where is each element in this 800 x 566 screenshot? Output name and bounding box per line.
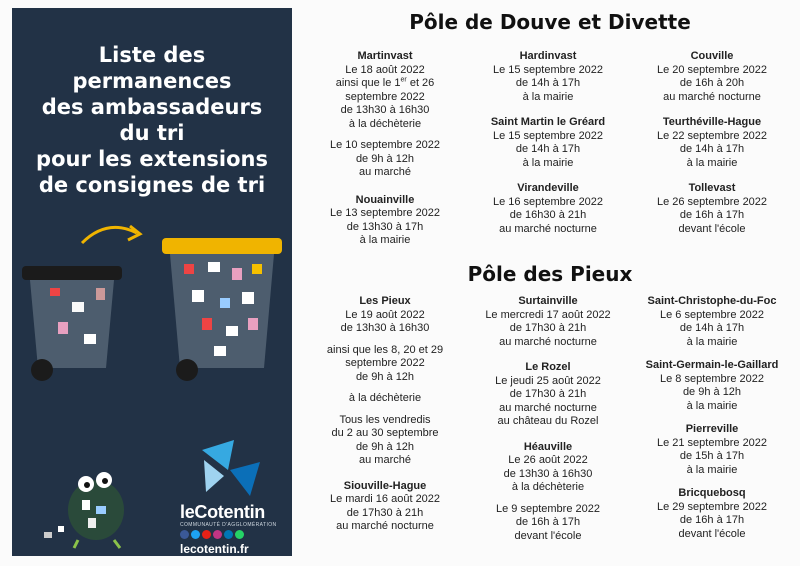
location-entry: Le Rozel Le jeudi 25 août 2022 de 17h30 à 21h au marché nocturne au château du Rozel (473, 361, 623, 429)
lecotentin-mark-icon (194, 440, 264, 498)
location-entry: Les Pieux Le 19 août 2022 de 13h30 à 16h30 ainsi que les 8, 20 et 29 septembre 2022 de 9h à 12h à la déchèterie Tous les vendredis du 2 au 30 septembre de 9h à 12h au marché (310, 295, 460, 468)
location-entry: Martinvast Le 18 août 2022 ainsi que le 1er et 26 septembre 2022 de 13h30 à 16h30 à la déchèterie Le 10 septembre 2022 de 9h à 12h au marché (310, 50, 460, 180)
location-entry: Surtainville Le mercredi 17 août 2022 de 17h30 à 21h au marché nocturne (473, 295, 623, 349)
section-title-douve: Pôle de Douve et Divette (409, 10, 691, 34)
social-icons (180, 530, 244, 539)
location-entry: Bricquebosq Le 29 septembre 2022 de 16h à 17h devant l'école (637, 487, 787, 541)
location-entry: Nouainville Le 13 septembre 2022 de 13h30 à 17h à la mairie (310, 194, 460, 248)
douve-column-2 (473, 50, 623, 244)
location-name: Saint-Christophe-du-Foc (647, 295, 777, 307)
location-name: Les Pieux (359, 295, 411, 307)
location-name: Hardinvast (519, 50, 577, 62)
douve-column-3 (637, 50, 787, 244)
location-name: Saint Martin le Gréard (490, 116, 606, 128)
location-entry: Tollevast Le 26 septembre 2022 de 16h à 17h devant l'école (637, 182, 787, 236)
location-name: Saint-Germain-le-Gaillard (645, 359, 779, 371)
website-link[interactable]: lecotentin.fr (180, 542, 249, 556)
location-name: Nouainville (355, 193, 415, 206)
location-entry: Héauville Le 26 août 2022 de 13h30 à 16h30 à la déchèterie Le 9 septembre 2022 de 16h à 17h devant l'école (473, 441, 623, 544)
location-name: Teurthéville-Hague (662, 116, 762, 128)
pieux-column-1 (310, 295, 460, 542)
location-entry: Pierreville Le 21 septembre 2022 de 15h à 17h à la mairie (637, 423, 787, 477)
location-name: Virandeville (517, 182, 579, 194)
location-name: Héauville (523, 440, 573, 453)
location-entry: Teurthéville-Hague Le 22 septembre 2022 de 14h à 17h à la mairie (637, 116, 787, 170)
logo-name: leCotentin (180, 502, 265, 522)
facebook-icon[interactable] (180, 530, 189, 539)
location-name: Martinvast (357, 50, 413, 62)
location-entry: Virandeville Le 16 septembre 2022 de 16h30 à 21h au marché nocturne (473, 182, 623, 236)
linkedin-icon[interactable] (224, 530, 233, 539)
pieux-column-3 (637, 295, 787, 549)
location-entry: Siouville-Hague Le mardi 16 août 2022 de 17h30 à 21h au marché nocturne (310, 480, 460, 534)
location-entry: Saint Martin le Gréard Le 15 septembre 2022 de 14h à 17h à la mairie (473, 116, 623, 170)
location-name: Tollevast (688, 182, 736, 194)
whatsapp-icon[interactable] (235, 530, 244, 539)
location-name: Siouville-Hague (343, 479, 427, 492)
location-name: Bricquebosq (678, 487, 746, 499)
youtube-icon[interactable] (202, 530, 211, 539)
location-name: Pierreville (685, 423, 739, 435)
twitter-icon[interactable] (191, 530, 200, 539)
location-name: Surtainville (518, 295, 578, 307)
location-entry: Hardinvast Le 15 septembre 2022 de 14h à 17h à la mairie (473, 50, 623, 104)
location-name: Le Rozel (525, 361, 571, 373)
location-entry: Saint-Christophe-du-Foc Le 6 septembre 2022 de 14h à 17h à la mairie (637, 295, 787, 349)
recycling-bins-illustration (12, 218, 292, 398)
douve-column-1 (310, 50, 460, 256)
location-entry: Couville Le 20 septembre 2022 de 16h à 20h au marché nocturne (637, 50, 787, 104)
instagram-icon[interactable] (213, 530, 222, 539)
logo-subtitle: COMMUNAUTÉ D'AGGLOMÉRATION (180, 522, 277, 528)
location-entry: Saint-Germain-le-Gaillard Le 8 septembre 2022 de 9h à 12h à la mairie (637, 359, 787, 413)
location-name: Couville (690, 50, 734, 62)
pieux-column-2 (473, 295, 623, 551)
section-title-pieux: Pôle des Pieux (467, 262, 633, 286)
left-panel (12, 8, 292, 556)
panel-title: Liste des permanences des ambassadeurs du tri pour les extensions de consignes de tri (36, 43, 268, 197)
recycling-monster-mascot (34, 460, 144, 550)
